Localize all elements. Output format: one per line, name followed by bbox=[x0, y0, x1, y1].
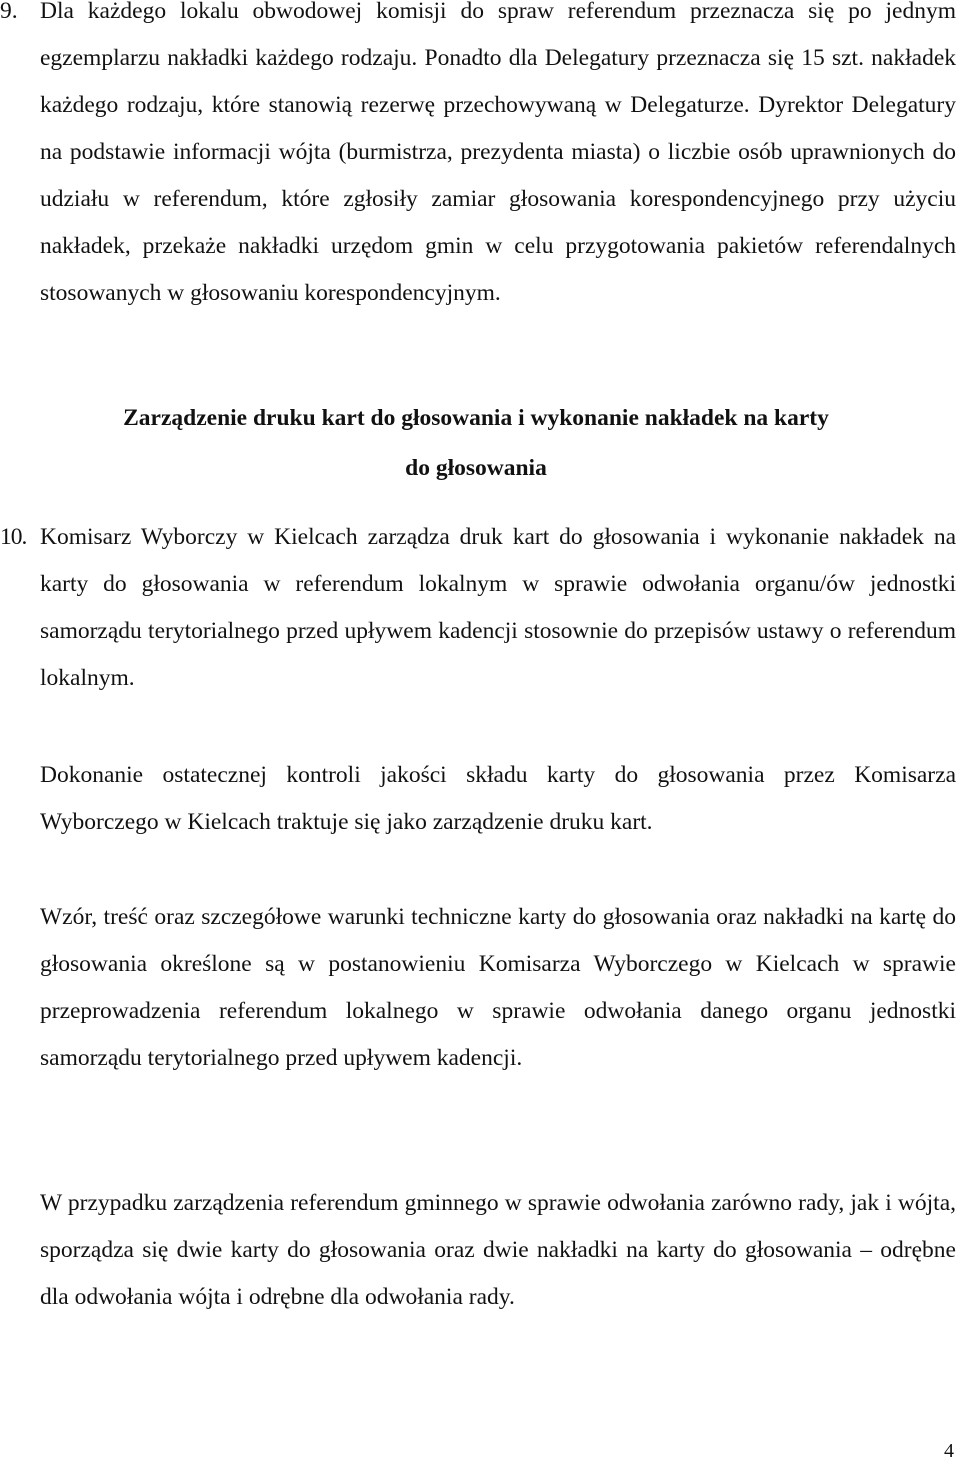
section-heading-line1: Zarządzenie druku kart do głosowania i wykonanie nakładek na karty bbox=[123, 405, 829, 431]
item-9-text: Dla każdego lokalu obwodowej komisji do spraw referendum przeznacza się po jednym egzemplarzu nakładki każdego rodzaju. Ponadto dla Delegatury przeznacza się 15 szt. nakładek każdego rodzaju, które stanowią rezerwę przechowywaną w Delegaturze. Dyrektor Delegatury na podstawie informacji wójta (burmistrza, prezydenta miasta) o liczbie osób uprawnionych do udziału w referendum, które zgłosiły zamiar głosowania korespondencyjnego przy użyciu nakładek, przekaże nakładki urzędom gmin w celu przygotowania pakietów referendalnych stosowanych w głosowaniu korespondencyjnym. bbox=[40, 0, 956, 306]
item-9-number: 9. bbox=[0, 0, 18, 24]
section-heading bbox=[60, 393, 892, 493]
paragraph-ballot-template: Wzór, treść oraz szczegółowe warunki techniczne karty do głosowania oraz nakładki na kartę do głosowania określone są w postanowieniu Komisarza Wyborczego w Kielcach w sprawie przeprowadzenia referendum lokalnego w sprawie odwołania danego organu jednostki samorządu terytorialnego przed upływem kadencji. bbox=[40, 904, 956, 1071]
page-number: 4 bbox=[944, 1440, 954, 1462]
section-heading-line2: do głosowania bbox=[405, 455, 547, 481]
paragraph-quality-control: Dokonanie ostatecznej kontroli jakości składu karty do głosowania przez Komisarza Wyborczego w Kielcach traktuje się jako zarządzenie druku kart. bbox=[40, 762, 956, 835]
paragraph-municipal-referendum: W przypadku zarządzenia referendum gminnego w sprawie odwołania zarówno rady, jak i wójta, sporządza się dwie karty do głosowania oraz dwie nakładki na karty do głosowania – odrębne dla odwołania wójta i odrębne dla odwołania rady. bbox=[40, 1190, 956, 1310]
item-10-text: Komisarz Wyborczy w Kielcach zarządza druk kart do głosowania i wykonanie nakładek na karty do głosowania w referendum lokalnym w sprawie odwołania organu/ów jednostki samorządu terytorialnego przed upływem kadencji stosownie do przepisów ustawy o referendum lokalnym. bbox=[40, 524, 956, 691]
item-10-number: 10. bbox=[0, 524, 27, 550]
